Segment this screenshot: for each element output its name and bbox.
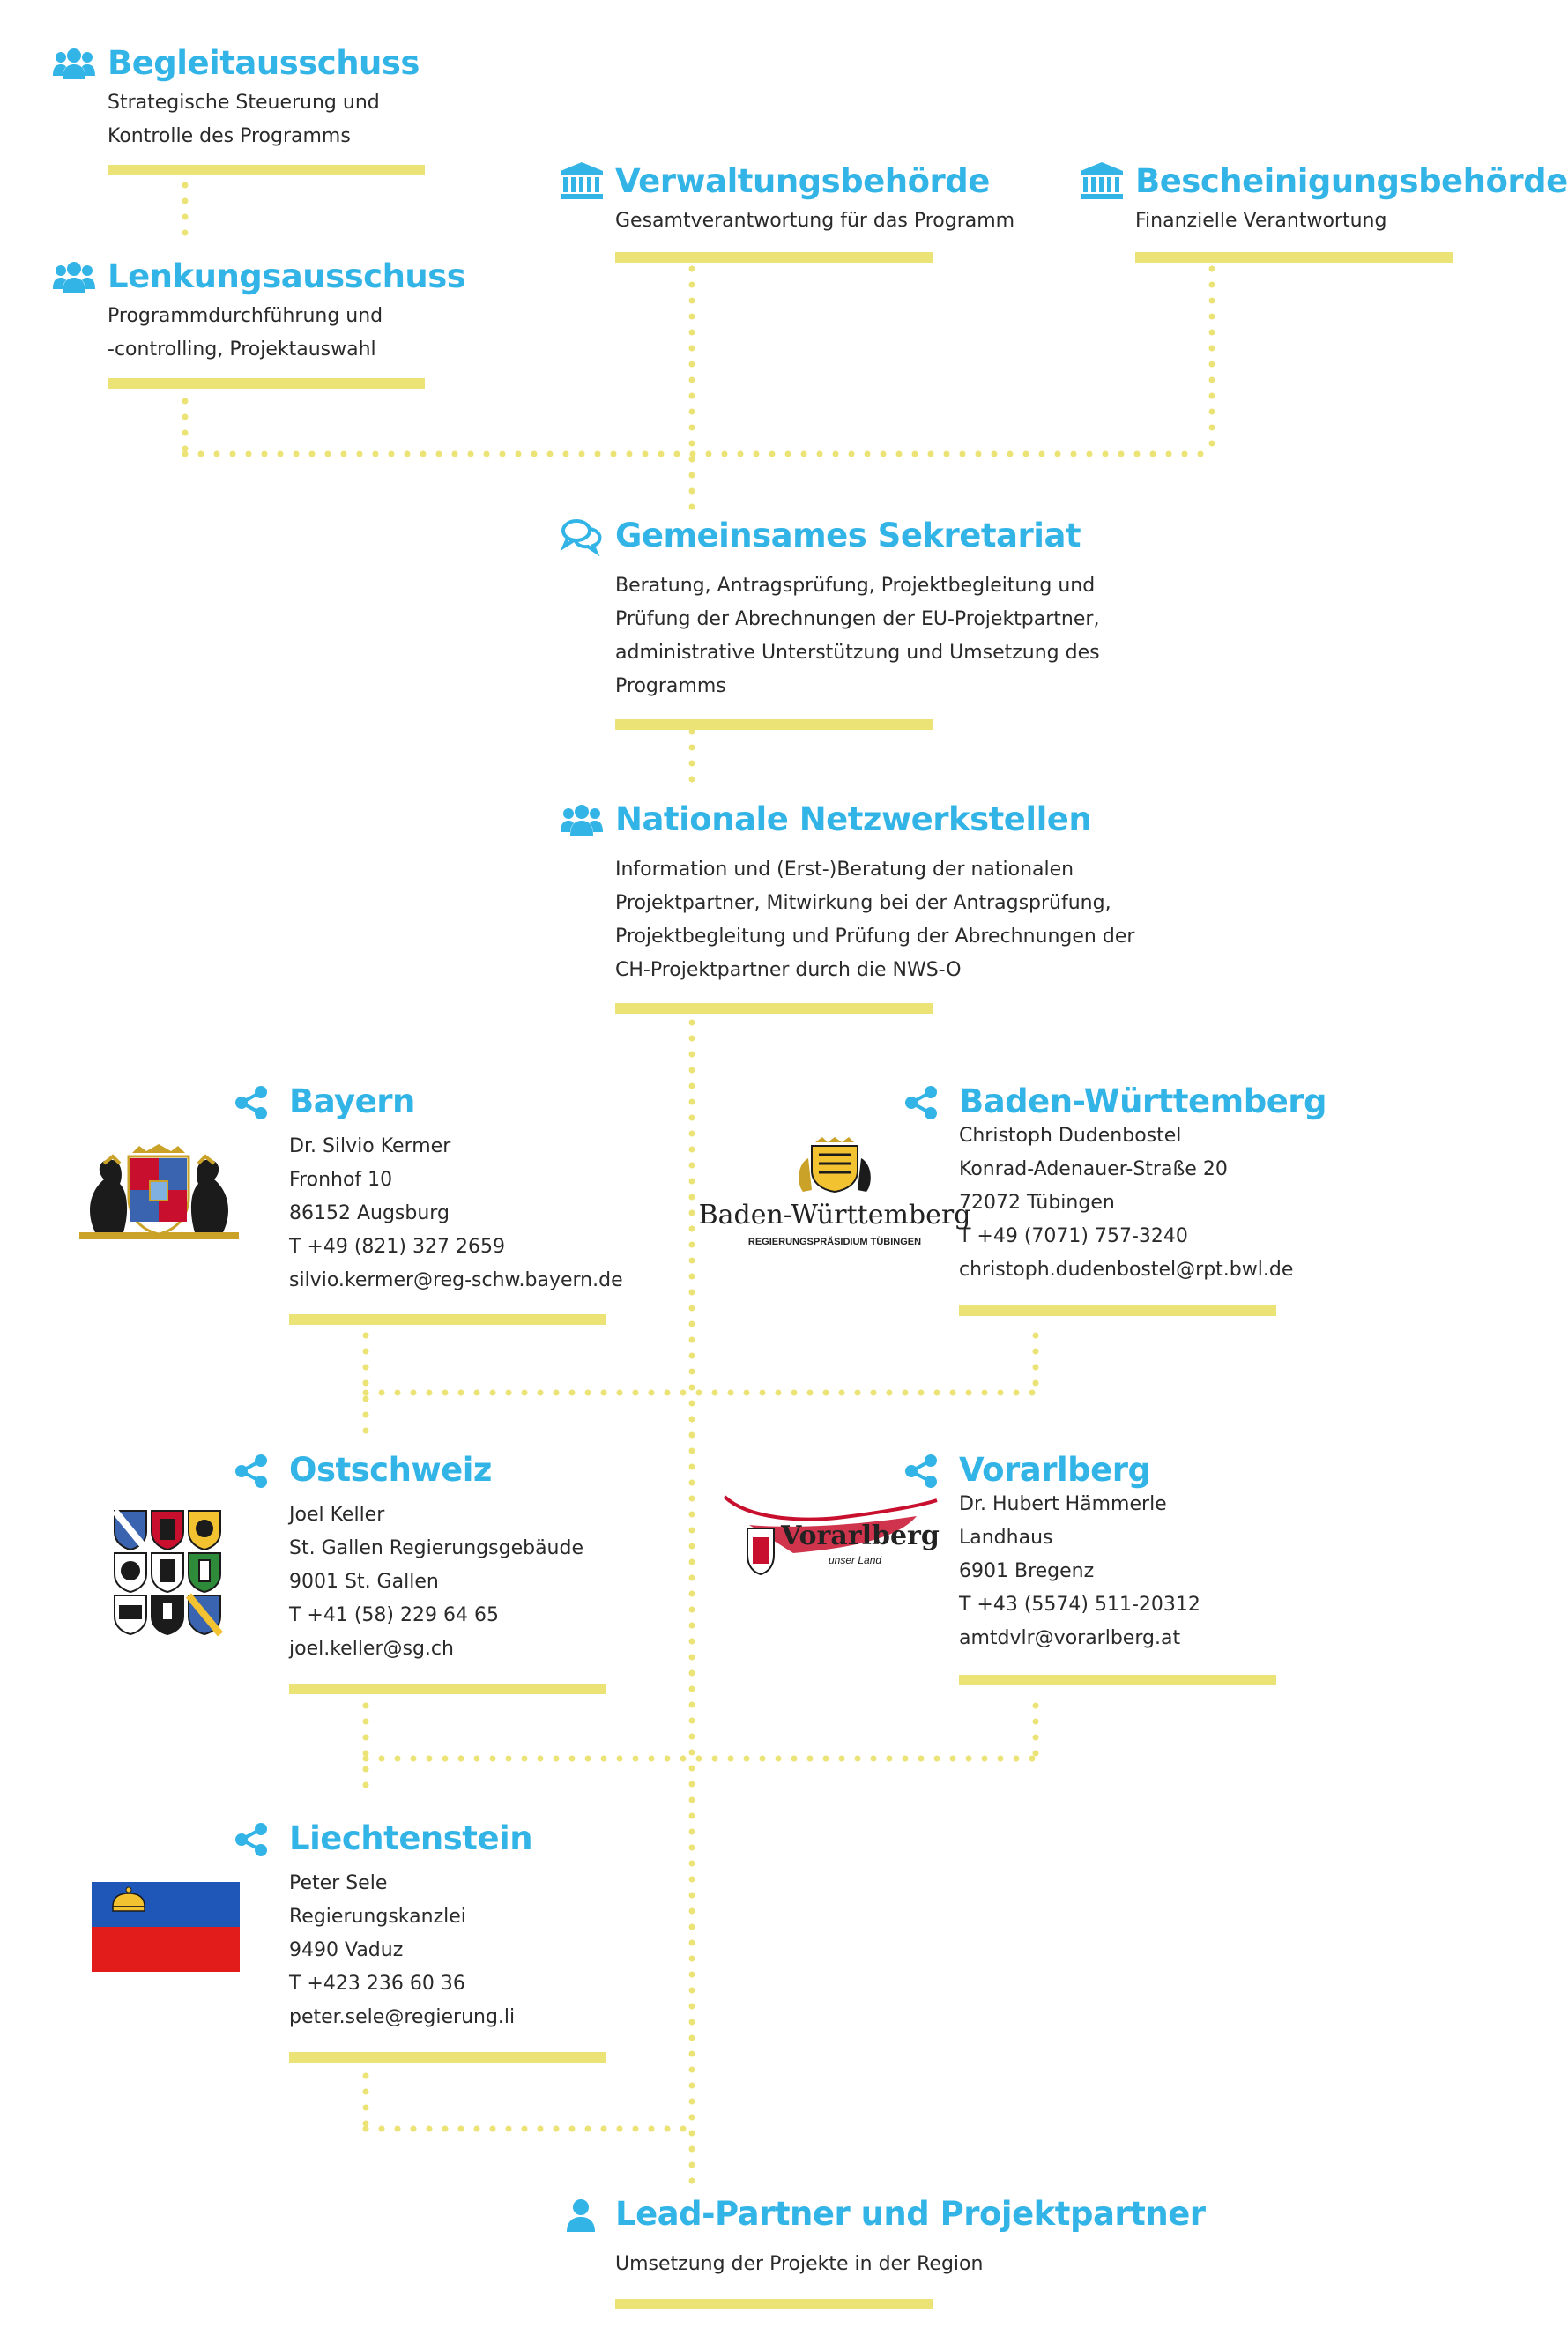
node-title: Baden-Württemberg — [959, 1082, 1327, 1120]
contact-details — [289, 1867, 515, 2034]
bayern-coat-of-arms-logo — [78, 1144, 241, 1243]
node-description — [1135, 204, 1386, 238]
desc-line: Beratung, Antragsprüfung, Projektbegleitung und — [615, 575, 1096, 597]
node-title: Nationale Netzwerkstellen — [615, 800, 1092, 838]
desc-line: Gesamtverantwortung für das Programm — [615, 210, 1015, 232]
node-title: Liechtenstein — [289, 1819, 533, 1857]
underline-bar — [615, 252, 933, 263]
institution-icon — [561, 162, 603, 199]
node-description — [615, 853, 1134, 987]
contact-phone: T +49 (821) 327 2659 — [289, 1236, 505, 1258]
node-title: Verwaltungsbehörde — [615, 162, 990, 200]
node-description — [615, 2248, 983, 2281]
underline-bar — [615, 2299, 933, 2309]
node-title: Bescheinigungsbehörde — [1135, 162, 1568, 200]
desc-line: -controlling, Projektauswahl — [108, 338, 376, 361]
person-icon — [566, 2198, 596, 2232]
liechtenstein-flag — [92, 1882, 240, 1972]
underline-bar — [615, 1003, 933, 1014]
underline-bar — [1135, 252, 1453, 263]
contact-street: Fronhof 10 — [289, 1169, 393, 1191]
desc-line: Kontrolle des Programms — [108, 125, 351, 147]
contact-details — [289, 1498, 583, 1666]
contact-phone: T +43 (5574) 511-20312 — [959, 1594, 1200, 1616]
desc-line: Finanzielle Verantwortung — [1135, 210, 1387, 232]
contact-details — [959, 1119, 1293, 1287]
contact-name: Joel Keller — [289, 1504, 385, 1526]
contact-city: 72072 Tübingen — [959, 1192, 1115, 1214]
node-title: Bayern — [289, 1082, 415, 1120]
contact-city: 6901 Bregenz — [959, 1560, 1095, 1582]
contact-name: Christoph Dudenbostel — [959, 1125, 1182, 1147]
node-description — [108, 300, 383, 367]
contact-email: joel.keller@sg.ch — [289, 1638, 454, 1660]
vorarlberg-logo — [723, 1493, 939, 1581]
ostschweiz-cantons-logo — [113, 1509, 224, 1634]
share-icon — [904, 1454, 938, 1488]
contact-phone: T +423 236 60 36 — [289, 1973, 465, 1995]
contact-street: Regierungskanzlei — [289, 1906, 466, 1928]
contact-name: Peter Sele — [289, 1872, 388, 1894]
logo-name: Vorarlberg — [781, 1521, 940, 1551]
contact-email: amtdvlr@vorarlberg.at — [959, 1627, 1181, 1649]
node-title: Begleitausschuss — [108, 44, 420, 82]
node-title: Lead-Partner und Projektpartner — [615, 2195, 1206, 2233]
contact-name: Dr. Hubert Hämmerle — [959, 1493, 1167, 1515]
institution-icon — [1081, 162, 1123, 199]
desc-line: Projektpartner, Mitwirkung bei der Antragsprüfung, — [615, 892, 1111, 914]
contact-details — [959, 1488, 1200, 1655]
contact-name: Dr. Silvio Kermer — [289, 1135, 451, 1157]
underline-bar — [959, 1305, 1276, 1316]
contact-details — [289, 1130, 623, 1298]
underline-bar — [108, 165, 425, 175]
underline-bar — [289, 1684, 606, 1694]
share-icon — [234, 1454, 268, 1488]
share-icon — [234, 1823, 268, 1856]
node-description — [615, 204, 1014, 238]
desc-line: Prüfung der Abrechnungen der EU-Projektpartner, — [615, 608, 1100, 630]
contact-email: christoph.dudenbostel@rpt.bwl.de — [959, 1259, 1294, 1281]
share-icon — [234, 1086, 268, 1119]
contact-city: 9490 Vaduz — [289, 1939, 404, 1961]
desc-line: administrative Unterstützung und Umsetzung des — [615, 642, 1100, 664]
desc-line: Strategische Steuerung und — [108, 92, 380, 114]
node-title: Ostschweiz — [289, 1451, 492, 1489]
node-title: Vorarlberg — [959, 1451, 1151, 1489]
logo-subtitle: unser Land — [829, 1554, 882, 1566]
node-title: Lenkungsausschuss — [108, 257, 466, 295]
share-icon — [904, 1086, 938, 1119]
baden-wuerttemberg-logo — [698, 1137, 971, 1252]
node-title: Gemeinsames Sekretariat — [615, 517, 1081, 554]
underline-bar — [615, 719, 933, 730]
node-description — [108, 86, 380, 153]
underline-bar — [959, 1675, 1276, 1685]
contact-city: 9001 St. Gallen — [289, 1571, 439, 1593]
contact-city: 86152 Augsburg — [289, 1202, 450, 1224]
contact-phone: T +49 (7071) 757-3240 — [959, 1225, 1188, 1247]
desc-line: Projektbegleitung und Prüfung der Abrechnungen der — [615, 926, 1135, 948]
logo-name: Baden-Württemberg — [698, 1200, 971, 1231]
contact-email: peter.sele@regierung.li — [289, 2006, 516, 2028]
contact-street: Landhaus — [959, 1527, 1053, 1549]
contact-email: silvio.kermer@reg-schw.bayern.de — [289, 1269, 623, 1291]
desc-line: Programmdurchführung und — [108, 305, 383, 327]
underline-bar — [289, 1314, 606, 1325]
node-description — [615, 569, 1100, 703]
contact-street: St. Gallen Regierungsgebäude — [289, 1537, 583, 1559]
underline-bar — [289, 2052, 606, 2063]
contact-street: Konrad-Adenauer-Straße 20 — [959, 1158, 1228, 1180]
contact-phone: T +41 (58) 229 64 65 — [289, 1604, 499, 1626]
group-icon — [53, 259, 95, 294]
group-icon — [561, 802, 603, 837]
desc-line: Umsetzung der Projekte in der Region — [615, 2253, 984, 2275]
desc-line: Information und (Erst-)Beratung der nationalen — [615, 859, 1074, 881]
chat-icon — [561, 518, 603, 554]
desc-line: CH-Projektpartner durch die NWS-O — [615, 959, 962, 981]
group-icon — [53, 46, 95, 81]
desc-line: Programms — [615, 675, 726, 697]
logo-subtitle: REGIERUNGSPRÄSIDIUM TÜBINGEN — [747, 1237, 922, 1247]
underline-bar — [108, 378, 425, 389]
